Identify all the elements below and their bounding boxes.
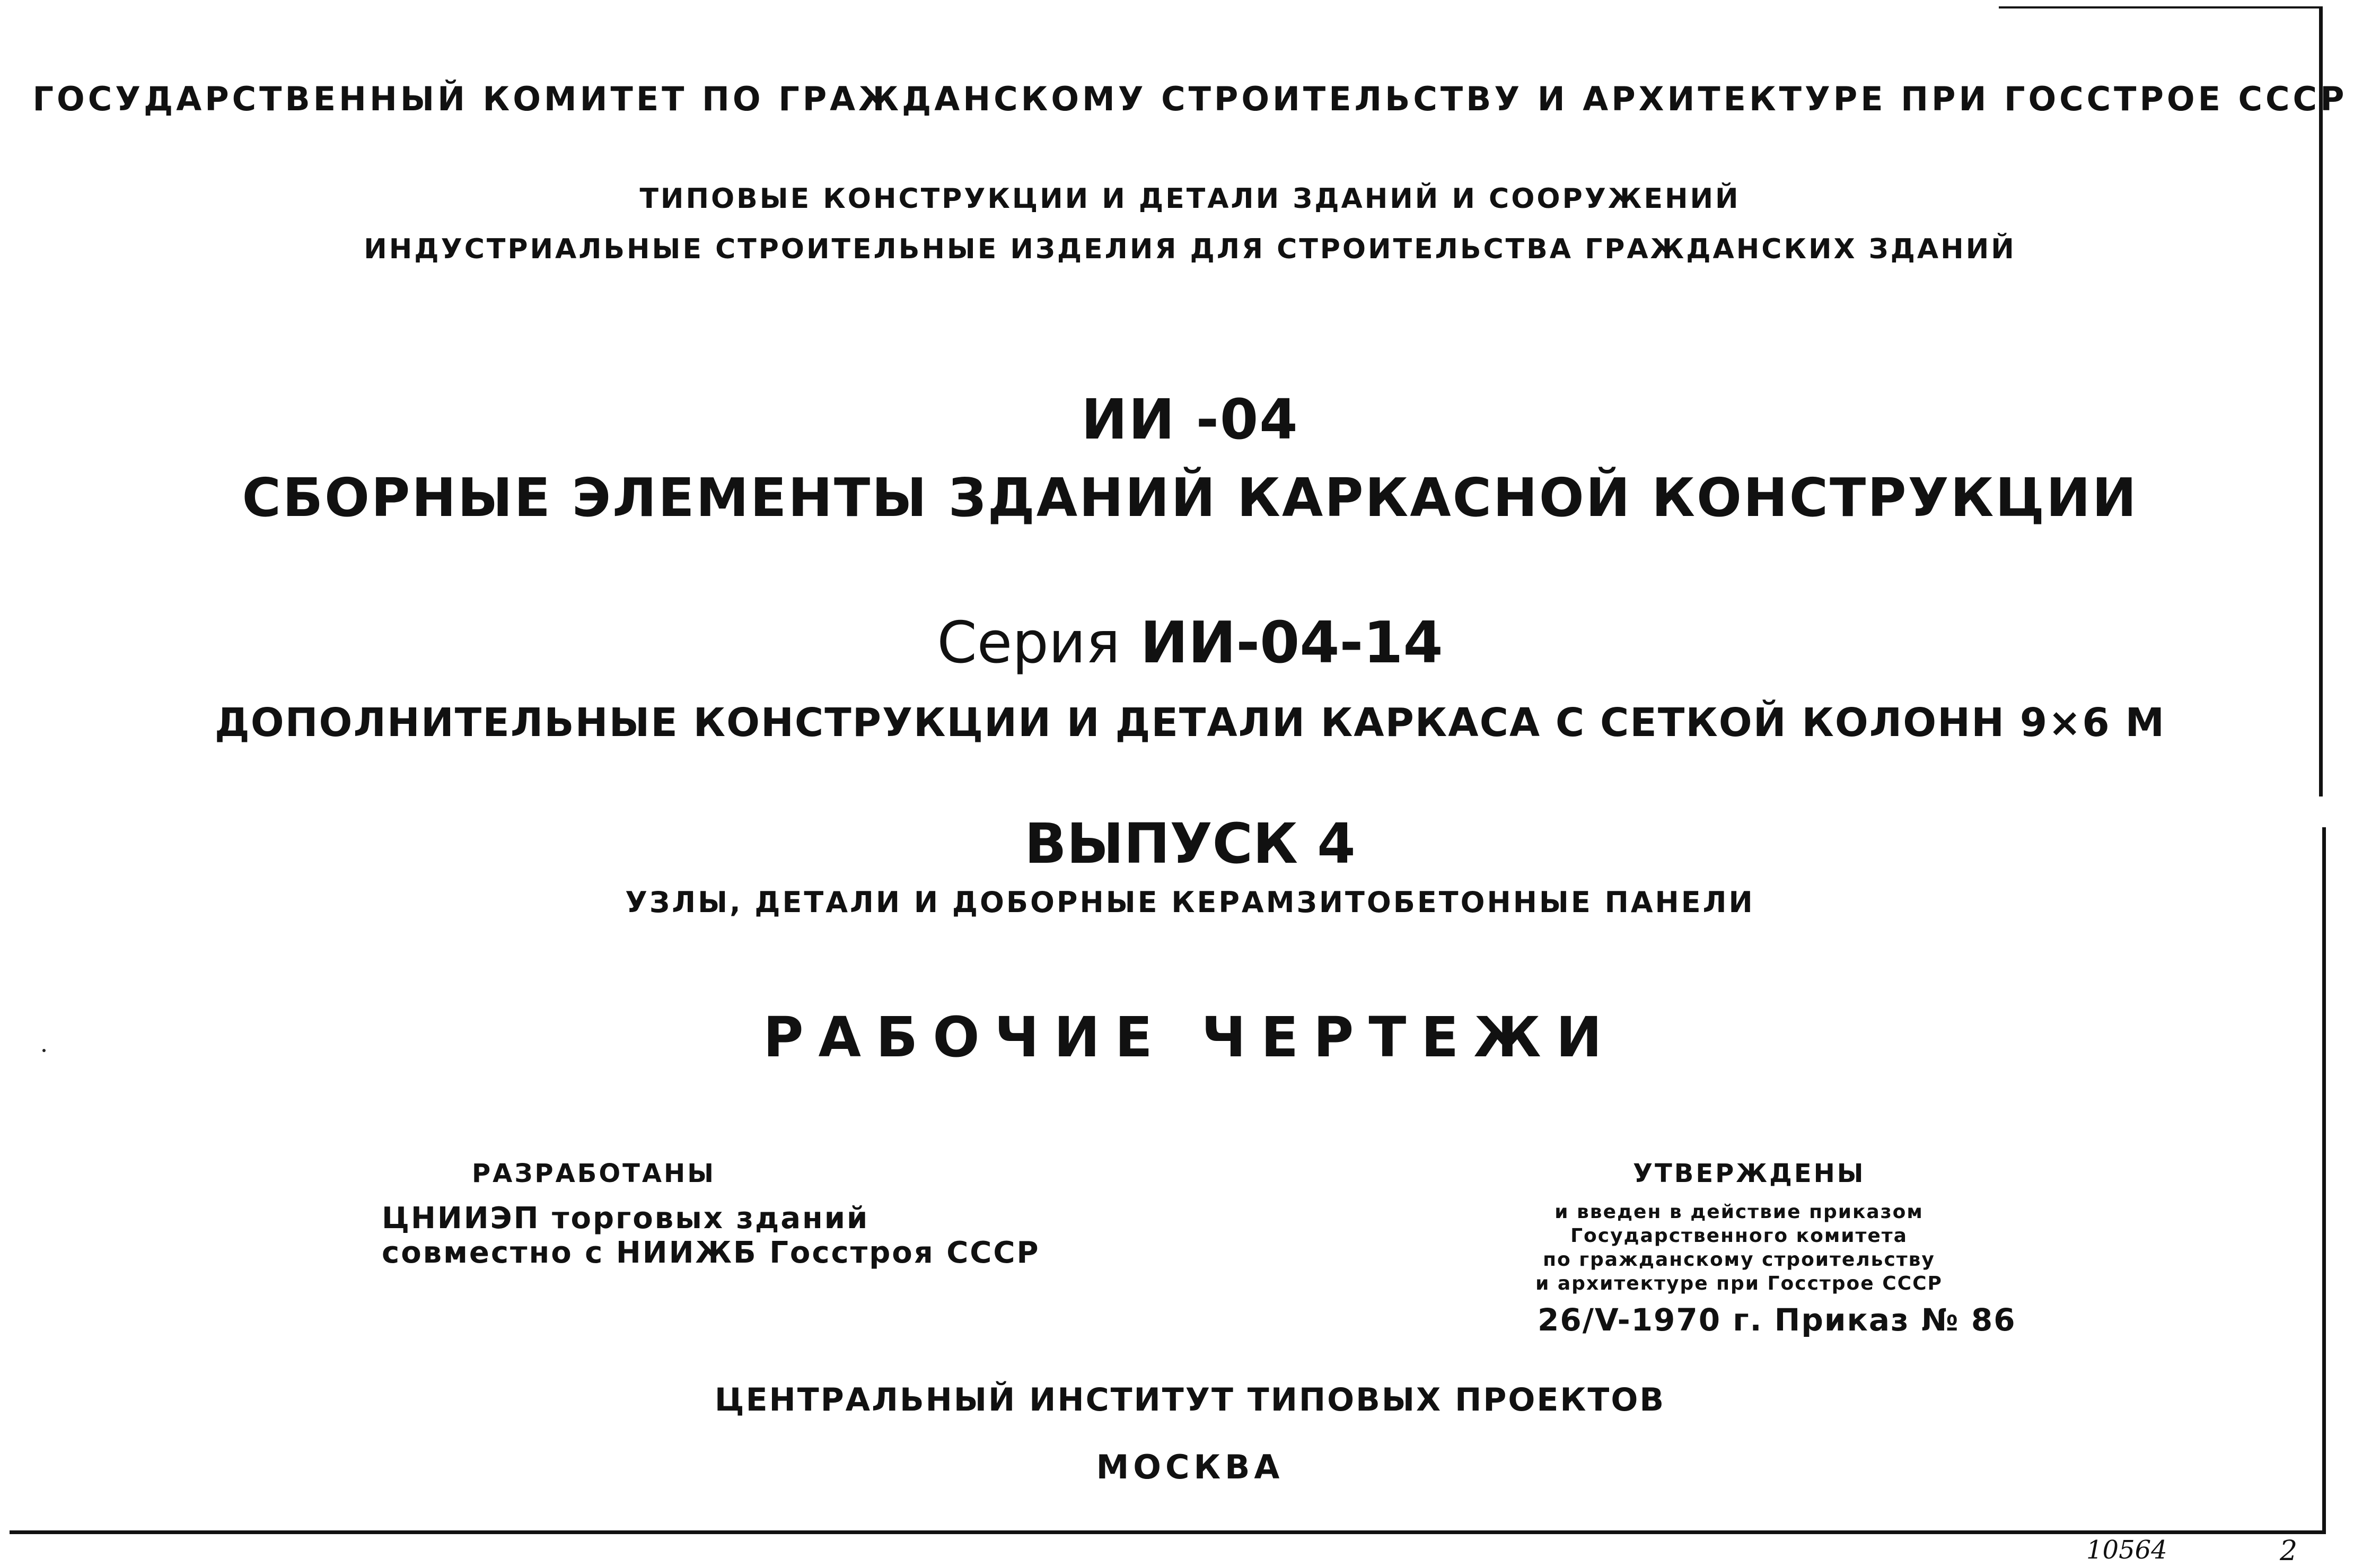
developed-heading: РАЗРАБОТАНЫ	[472, 1159, 716, 1188]
series-word: Серия	[937, 610, 1120, 676]
catalog-code: ИИ -04	[1081, 387, 1299, 452]
publisher-institute: ЦЕНТРАЛЬНЫЙ ИНСТИТУТ ТИПОВЫХ ПРОЕКТОВ	[714, 1381, 1666, 1419]
frame-right-border-lower	[2322, 827, 2326, 1533]
frame-top-border	[1999, 6, 2322, 8]
publisher-city: МОСКВА	[1096, 1448, 1284, 1486]
series-heading	[0, 610, 2380, 676]
series-number: ИИ-04-14	[1140, 610, 1443, 676]
catalog-title: СБОРНЫЕ ЭЛЕМЕНТЫ ЗДАНИЙ КАРКАСНОЙ КОНСТРУКЦИИ	[242, 467, 2138, 529]
developer-line-1: ЦНИИЭП торговых зданий	[382, 1201, 870, 1236]
approval-date-order: 26/V-1970 г. Приказ № 86	[1538, 1302, 2016, 1338]
committee-heading: ГОСУДАРСТВЕННЫЙ КОМИТЕТ ПО ГРАЖДАНСКОМУ СТРОИТЕЛЬСТВУ И АРХИТЕКТУРЕ ПРИ ГОССТРОЕ СССР	[32, 80, 2348, 118]
approved-line-2: Государственного комитета	[1570, 1225, 1908, 1247]
frame-bottom-border	[10, 1530, 2326, 1534]
industrial-products-line: ИНДУСТРИАЛЬНЫЕ СТРОИТЕЛЬНЫЕ ИЗДЕЛИЯ ДЛЯ СТРОИТЕЛЬСТВА ГРАЖДАНСКИХ ЗДАНИЙ	[364, 233, 2016, 265]
approved-line-4: и архитектуре при Госстрое СССР	[1535, 1273, 1943, 1294]
typical-constructions-line: ТИПОВЫЕ КОНСТРУКЦИИ И ДЕТАЛИ ЗДАНИЙ И СООРУЖЕНИЙ	[639, 183, 1741, 215]
document-type: РАБОЧИЕ ЧЕРТЕЖИ	[763, 1005, 1617, 1070]
developer-line-2: совместно с НИИЖБ Госстроя СССР	[382, 1236, 1040, 1270]
approved-line-3: по гражданскому строительству	[1543, 1249, 1935, 1271]
page-number: 2	[2280, 1535, 2298, 1567]
approved-line-1: и введен в действие приказом	[1555, 1201, 1924, 1223]
issue-title: ВЫПУСК 4	[1024, 811, 1356, 876]
issue-subtitle: УЗЛЫ, ДЕТАЛИ И ДОБОРНЫЕ КЕРАМЗИТОБЕТОННЫЕ ПАНЕЛИ	[625, 886, 1755, 919]
series-description: ДОПОЛНИТЕЛЬНЫЕ КОНСТРУКЦИИ И ДЕТАЛИ КАРКАСА С СЕТКОЙ КОЛОНН 9×6 М	[214, 700, 2166, 746]
approved-heading: УТВЕРЖДЕНЫ	[1633, 1159, 1866, 1188]
sheet-number: 10564	[2086, 1535, 2167, 1565]
